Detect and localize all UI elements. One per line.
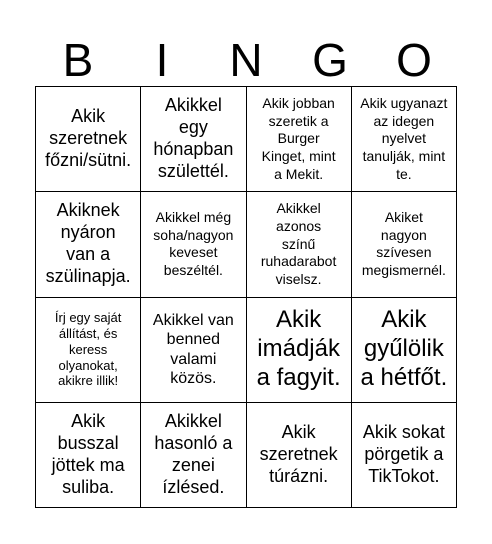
bingo-cell-text: Akik jobban szeretik a Burger Kinget, mint a Mekit. (261, 95, 336, 182)
bingo-cell-text: Akik ugyanazt az idegen nyelvet tanulják, mint te. (360, 95, 448, 182)
bingo-cell-text: Akik busszal jöttek ma suliba. (51, 410, 125, 497)
bingo-cell-8[interactable] (352, 192, 457, 297)
bingo-cell-10[interactable] (141, 298, 246, 403)
bingo-cell-9[interactable] (36, 298, 141, 403)
bingo-cell-text: Akik szeretnek főzni/sütni. (45, 106, 132, 171)
bingo-cell-2[interactable] (141, 87, 246, 192)
bingo-cell-text: Akikkel azonos színű ruhadarabot viselsz. (260, 200, 337, 287)
bingo-cell-text: Akik sokat pörgetik a TikTokot. (362, 421, 445, 486)
bingo-header (36, 30, 456, 90)
bingo-cell-text: Akikkel van benned valami közös. (152, 311, 234, 388)
bingo-cell-text: Akikkel egy hónapban születtél. (153, 95, 234, 182)
bingo-cell-1[interactable] (36, 87, 141, 192)
bingo-cell-5[interactable] (36, 192, 141, 297)
bingo-cell-text: Akik gyűlölik a hétfőt. (360, 306, 448, 392)
bingo-cell-7[interactable] (247, 192, 352, 297)
bingo-cell-text: Akiknek nyáron van a szülinapja. (45, 200, 131, 287)
bingo-cell-12[interactable] (352, 298, 457, 403)
bingo-cell-15[interactable] (247, 403, 352, 508)
bingo-cell-3[interactable] (247, 87, 352, 192)
bingo-cell-4[interactable] (352, 87, 457, 192)
bingo-grid (35, 86, 457, 508)
bingo-cell-text: Akik imádják a fagyit. (256, 306, 341, 392)
header-letter-i: I (155, 34, 169, 86)
bingo-cell-text: Akikkel még soha/nagyon keveset beszéltél. (153, 209, 234, 278)
bingo-cell-11[interactable] (247, 298, 352, 403)
header-letter-o: O (396, 34, 432, 86)
bingo-cell-14[interactable] (141, 403, 246, 508)
bingo-cell-text: Akiket nagyon szívesen megismernél. (361, 209, 446, 278)
header-letter-b: B (62, 34, 94, 86)
bingo-cell-text: Írj egy saját állítást, és keress olyanokat, akikre illik! (54, 309, 122, 389)
header-letter-n: N (229, 34, 263, 86)
bingo-cell-13[interactable] (36, 403, 141, 508)
header-letter-g: G (312, 34, 348, 86)
bingo-cell-6[interactable] (141, 192, 246, 297)
bingo-cell-text: Akik szeretnek túrázni. (259, 421, 338, 486)
bingo-cell-16[interactable] (352, 403, 457, 508)
bingo-cell-text: Akikkel hasonló a zenei ízlésed. (154, 410, 233, 497)
